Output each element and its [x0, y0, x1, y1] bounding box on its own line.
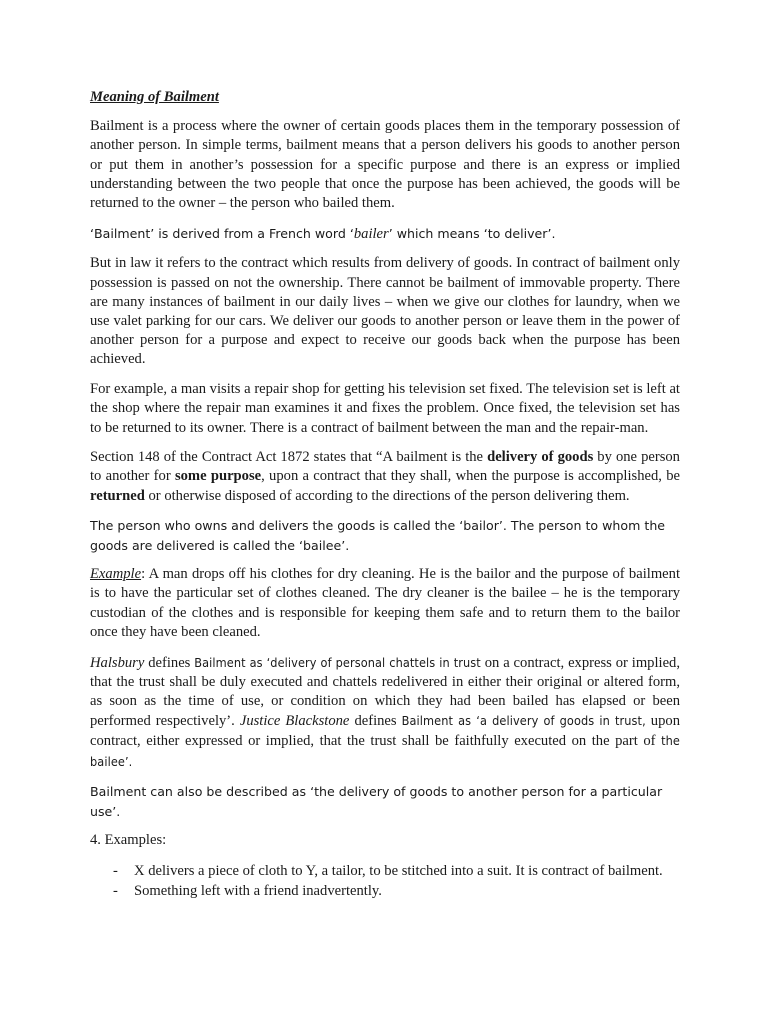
- list-item: [90, 862, 680, 881]
- etymology-word: bailer: [353, 225, 389, 242]
- paragraph-section-148: [90, 448, 680, 506]
- section-bold-delivery: delivery of goods: [487, 449, 594, 466]
- paragraph-halsbury: [90, 653, 680, 772]
- blackstone-name: Justice Blackstone: [239, 713, 350, 730]
- example-label: Example: [90, 566, 142, 583]
- example-text: : A man drops off his clothes for dry cleaning. He is the bailor and the purpose of bailment is to have the particular set of clothes cleaned. The dry cleaner is the bailee – he is the temporary custodian of the clothes and is responsible for keeping them safe and to return them to the bailor once they have been cleaned.: [90, 566, 680, 640]
- section-bold-purpose: some purpose: [174, 468, 262, 485]
- blackstone-end: the bailee’.: [90, 733, 680, 769]
- etymology-text-a: ‘Bailment’ is derived from a French word ‘: [90, 225, 354, 241]
- paragraph-etymology: [90, 224, 680, 244]
- section-text-g: or otherwise disposed of according to the directions of the person delivering them.: [144, 487, 630, 504]
- halsbury-text: on a contract, express or implied, that the trust shall be duly executed and chattels redelivered in either their original or altered form, as soon as the time of use, or condition on which they had been bailed has elapsed or been performed respectively’.: [90, 654, 680, 730]
- halsbury-definition: Bailment as ‘delivery of personal chattels in trust: [194, 654, 481, 670]
- section-bold-returned: returned: [90, 487, 145, 504]
- section-text-c: by one person to another for: [90, 449, 680, 485]
- etymology-text-c: ’ which means ‘to deliver’.: [388, 225, 556, 241]
- list-item-text: X delivers a piece of cloth to Y, a tailor, to be stitched into a suit. It is contract of bailment.: [134, 863, 663, 880]
- halsbury-defines: defines: [144, 654, 195, 671]
- paragraph-bailor-bailee: The person who owns and delivers the goods is called the ‘bailor’. The person to whom the goods are delivered is called the ‘bailee’.: [90, 518, 666, 553]
- document-page: [90, 88, 680, 901]
- section-text-a: Section 148 of the Contract Act 1872 states that “A bailment is the: [90, 449, 488, 466]
- paragraph-description: Bailment can also be described as ‘the delivery of goods to another person for a particular use’.: [90, 784, 663, 819]
- section-text-e: , upon a contract that they shall, when the purpose is accomplished, be: [261, 468, 680, 485]
- examples-list: [90, 862, 680, 900]
- blackstone-defines: defines: [349, 713, 402, 730]
- paragraph-example-tv: For example, a man visits a repair shop for getting his television set fixed. The television set is left at the shop where the repair man examines it and fixes the problem. Once fixed, the television set has to be returned to its owner. There is a contract of bailment between the man and the repair-man.: [90, 381, 680, 436]
- blackstone-definition: Bailment as ‘a delivery of goods in trust,: [401, 713, 646, 729]
- paragraph-example-dry-cleaning: [90, 565, 680, 642]
- paragraph-definition: Bailment is a process where the owner of certain goods places them in the temporary possession of another person. In simple terms, bailment means that a person delivers his goods to another person or put them in another’s possession for a specific purpose and there is an express or implied understanding between the two people that once the purpose has been achieved, the goods will be returned to the owner – the person who bailed them.: [90, 118, 680, 212]
- document-heading: Meaning of Bailment: [90, 89, 219, 105]
- examples-heading: 4. Examples:: [90, 832, 167, 849]
- paragraph-law: But in law it refers to the contract which results from delivery of goods. In contract of bailment only possession is passed on not the ownership. There cannot be bailment of immovable property. There are many instances of bailment in our daily lives – when we give our clothes for laundry, when we use valet parking for our cars. We deliver our goods to another person or leave them in the power of another person for a purpose and expect to receive our goods back when the purpose has been achieved.: [90, 255, 680, 368]
- list-dash: -: [113, 882, 118, 899]
- blackstone-text: upon contract, either expressed or implied, that the trust shall be faithfully executed on the part of: [90, 713, 680, 750]
- list-item: [90, 882, 680, 901]
- list-dash: -: [113, 863, 118, 880]
- halsbury-name: Halsbury: [90, 654, 145, 671]
- list-item-text: Something left with a friend inadvertently.: [134, 882, 382, 899]
